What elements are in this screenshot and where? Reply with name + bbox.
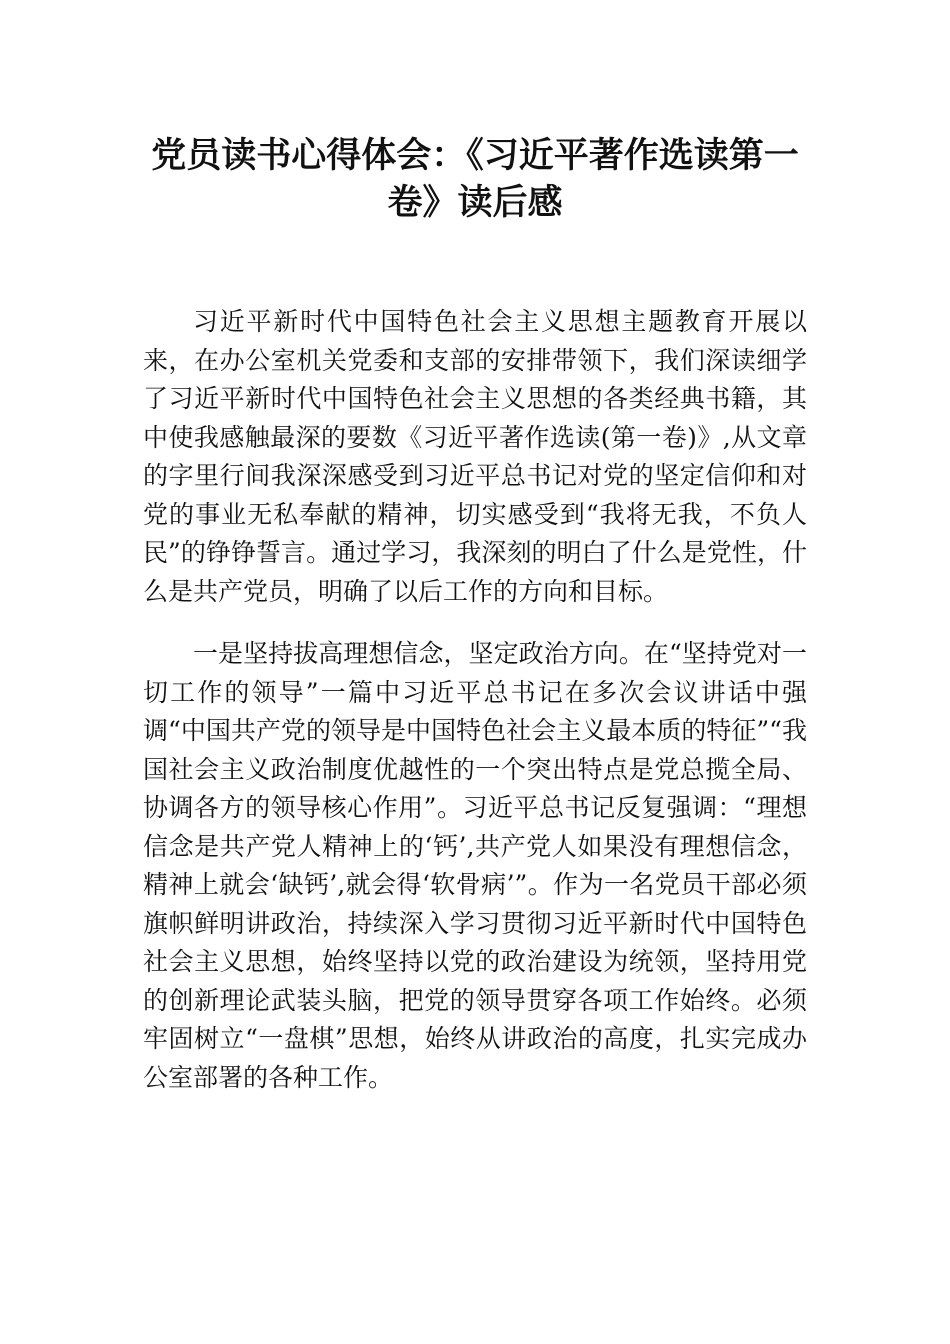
paragraph-intro: 习近平新时代中国特色社会主义思想主题教育开展以来，在办公室机关党委和支部的安排带领下，我们深读细学了习近平新时代中国特色社会主义思想的各类经典书籍，其中使我感触最深的要数《习近平著作选读(第一卷)》,从文章的字里行间我深深感受到习近平总书记对党的坚定信仰和对党的事业无私奉献的精神，切实感受到“我将无我，不负人民”的铮铮誓言。通过学习，我深刻的明白了什么是党性，什么是共产党员，明确了以后工作的方向和目标。 bbox=[143, 307, 807, 606]
paragraph-point-one: 一是坚持拔高理想信念，坚定政治方向。在“坚持党对一切工作的领导”一篇中习近平总书记在多次会议讲话中强调“中国共产党的领导是中国特色社会主义最本质的特征”“我国社会主义政治制度优越性的一个突出特点是党总揽全局、协调各方的领导核心作用”。习近平总书记反复强调：“理想信念是共产党人精神上的‘钙’,共产党人如果没有理想信念，精神上就会‘缺钙’,就会得‘软骨病’”。作为一名党员干部必须旗帜鲜明讲政治，持续深入学习贯彻习近平新时代中国特色社会主义思想，始终坚持以党的政治建设为统领，坚持用党的创新理论武装头脑，把党的领导贯穿各项工作始终。必须牢固树立“一盘棋”思想，始终从讲政治的高度，扎实完成办公室部署的各种工作。 bbox=[143, 639, 807, 1092]
document-body bbox=[143, 303, 807, 1121]
document-title: 党员读书心得体会：《习近平著作选读第一卷》读后感 bbox=[151, 135, 799, 223]
